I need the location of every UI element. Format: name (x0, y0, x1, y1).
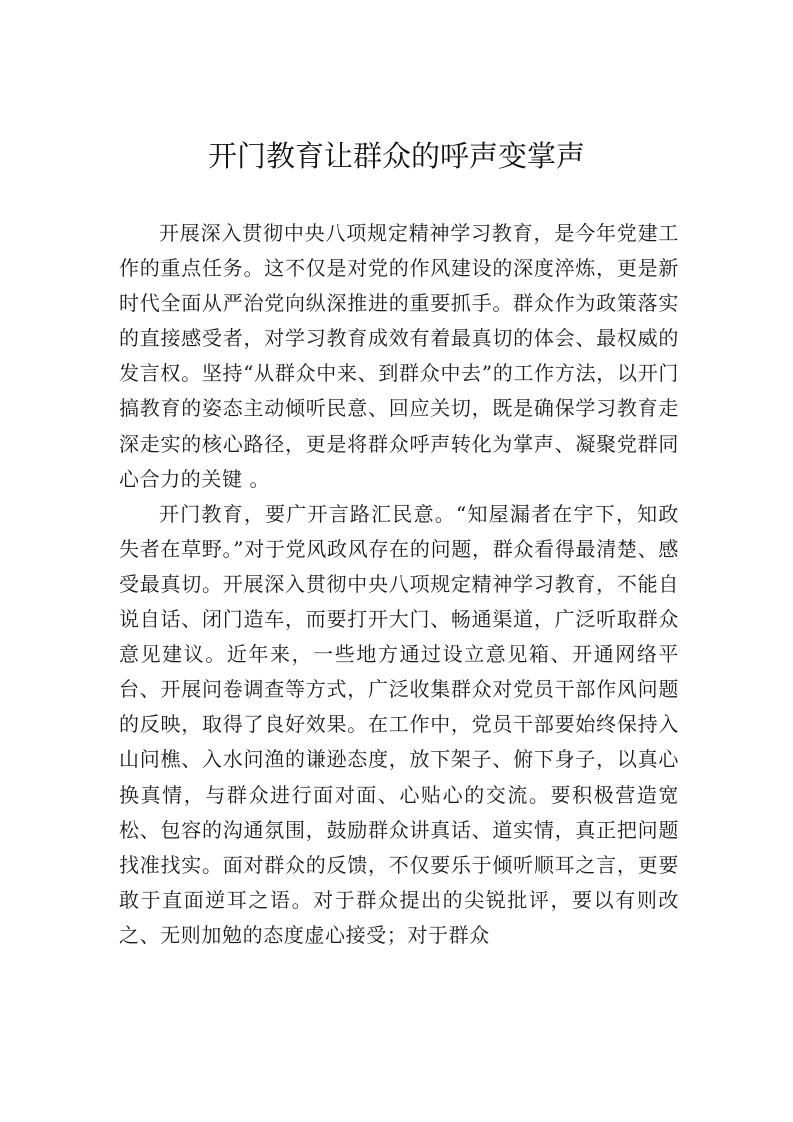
document-title: 开门教育让群众的呼声变掌声 (207, 139, 585, 173)
paragraph-1: 开展深入贯彻中央八项规定精神学习教育，是今年党建工作的重点任务。这不仅是对党的作风建设的深度淬炼，更是新时代全面从严治党向纵深推进的重要抓手。群众作为政策落实的直接感受者，对学习教育成效有着最真切的体会、最权威的发言权。坚持“从群众中来、到群众中去”的工作方法，以开门搞教育的姿态主动倾听民意、回应关切，既是确保学习教育走深走实的核心路径，更是将群众呼声转化为掌声、凝聚党群同心合力的关键 。 (119, 221, 679, 491)
document-body (119, 216, 679, 953)
paragraph-2: 开门教育，要广开言路汇民意。“知屋漏者在宇下，知政失者在草野。”对于党风政风存在的问题，群众看得最清楚、感受最真切。开展深入贯彻中央八项规定精神学习教育，不能自说自话、闭门造车，而要打开大门、畅通渠道，广泛听取群众意见建议。近年来，一些地方通过设立意见箱、开通网络平台、开展问卷调查等方式，广泛收集群众对党员干部作风问题的反映，取得了良好效果。在工作中，党员干部要始终保持入山问樵、入水问渔的谦逊态度，放下架子、俯下身子，以真心换真情，与群众进行面对面、心贴心的交流。要积极营造宽松、包容的沟通氛围，鼓励群众讲真话、道实情，真正把问题找准找实。面对群众的反馈，不仅要乐于倾听顺耳之言，更要敢于直面逆耳之语。对于群众提出的尖锐批评，要以有则改之、无则加勉的态度虚心接受；对于群众 (119, 501, 679, 947)
